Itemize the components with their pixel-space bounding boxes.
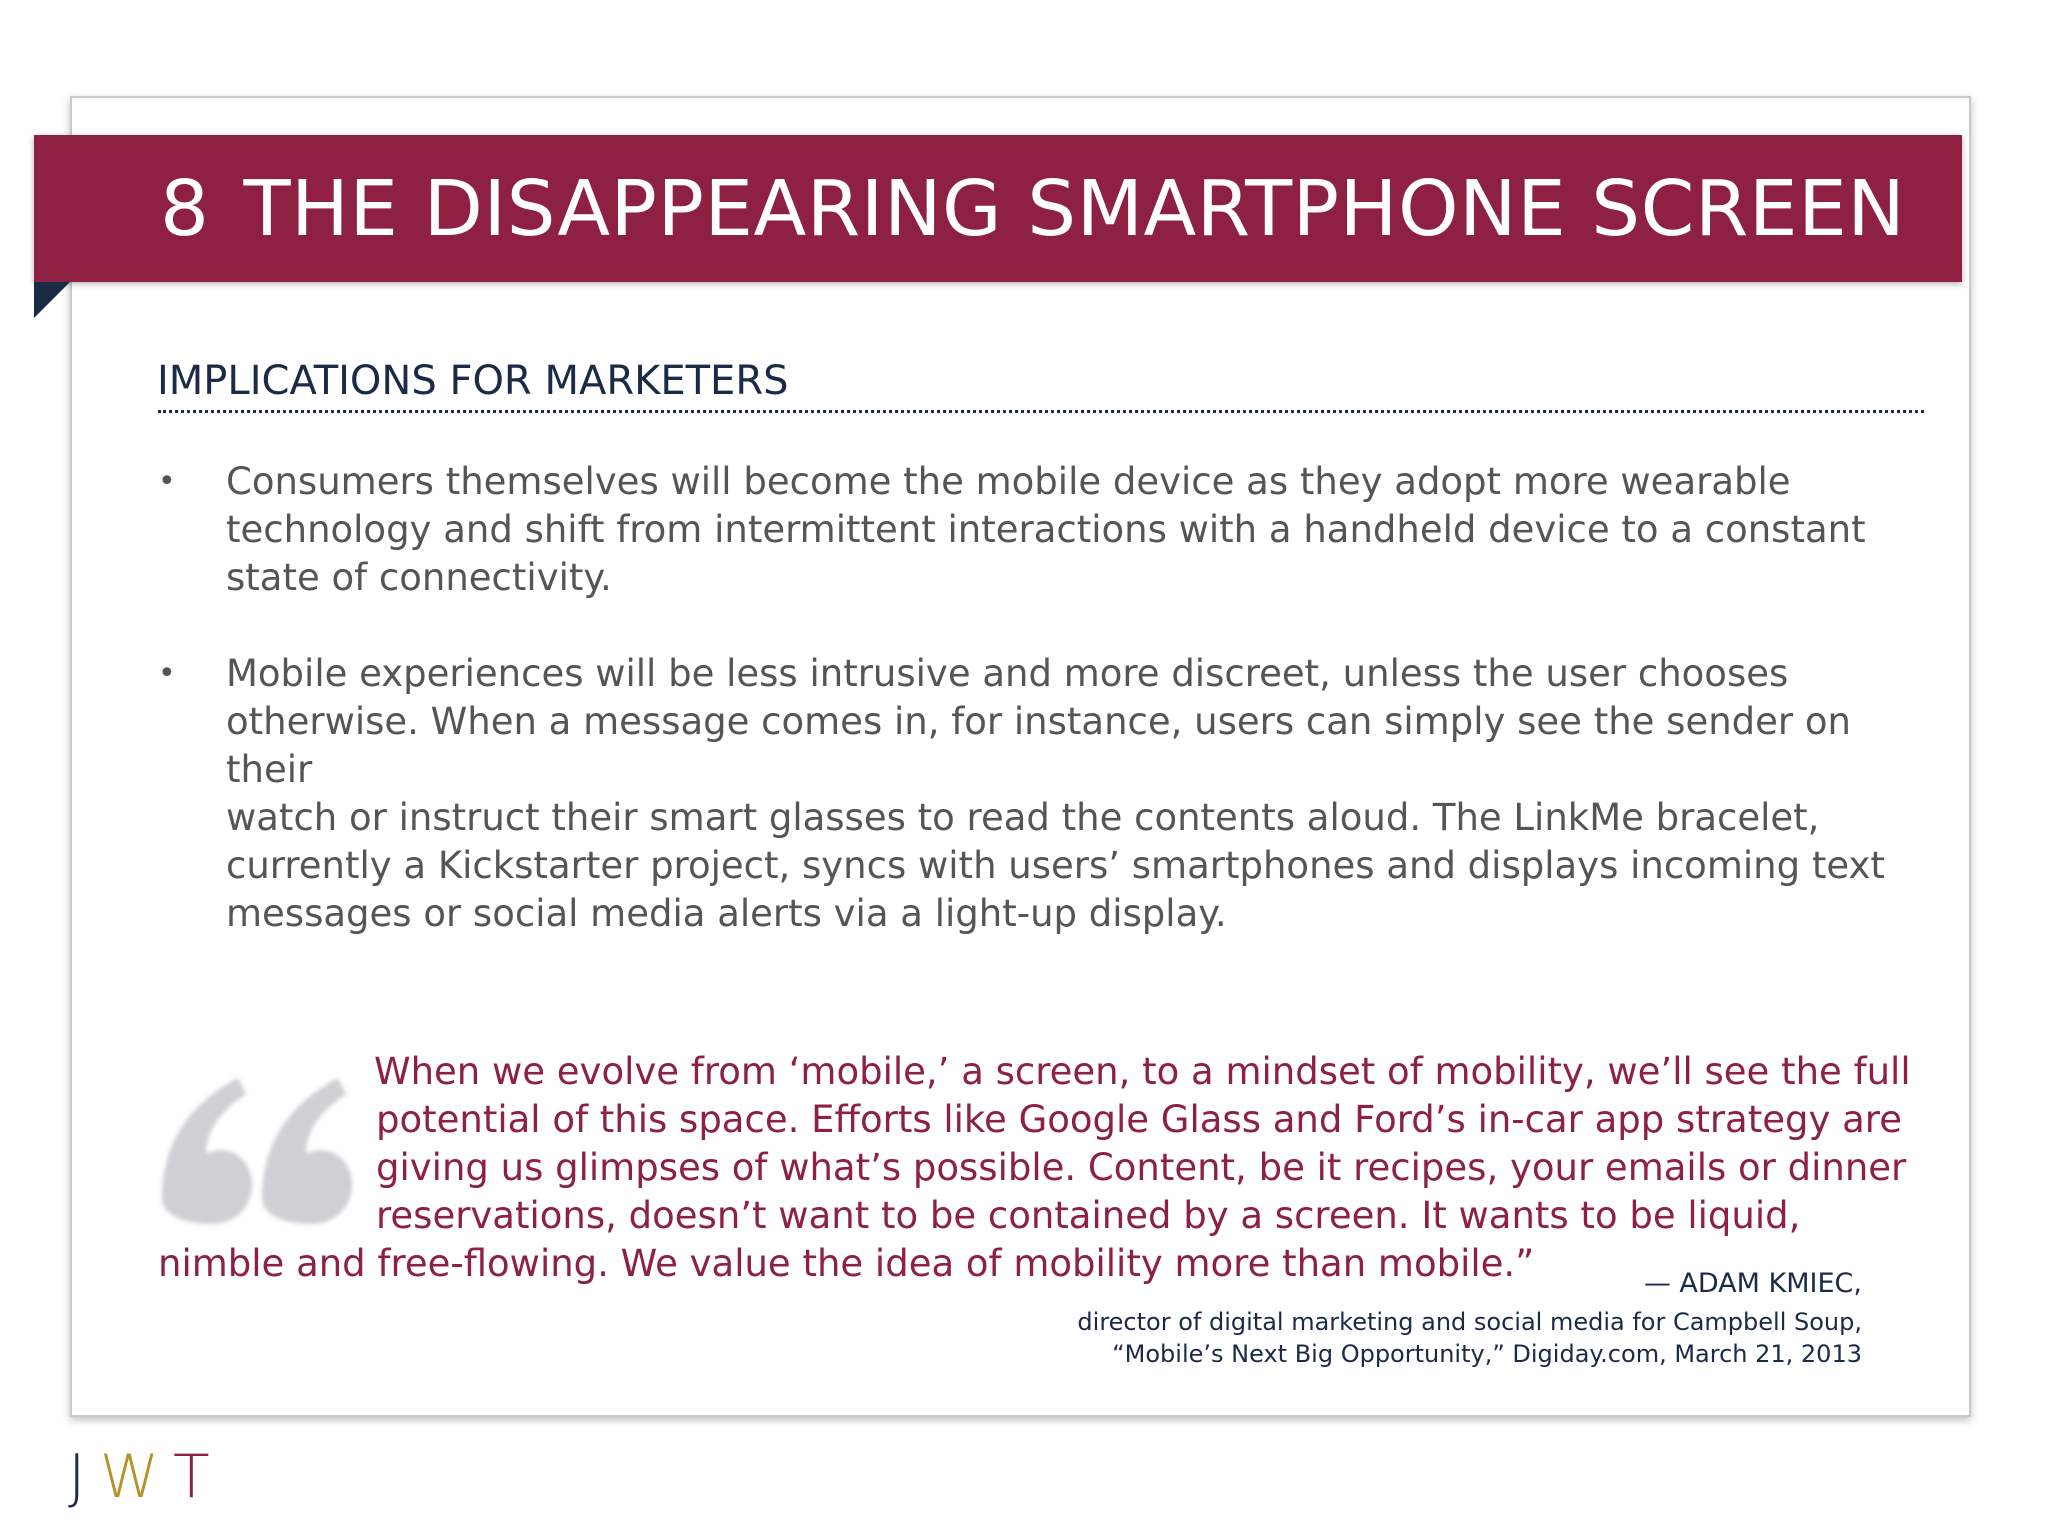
quote-line: nimble and free-flowing. We value the idea of mobility more than mobile.”: [158, 1242, 1535, 1285]
bullet-list: [158, 458, 1938, 986]
list-item: [158, 458, 1938, 602]
quote-line: reservations, doesn’t want to be contained by a screen. It wants to be liquid,: [376, 1194, 1801, 1237]
slide-number: 8: [160, 165, 210, 254]
slide-title-text: THE DISAPPEARING SMARTPHONE SCREEN: [243, 165, 1906, 254]
quote-author: — ADAM KMIEC,: [1643, 1268, 1862, 1299]
banner-fold: [34, 282, 106, 318]
bullet-icon: •: [158, 464, 176, 499]
list-item: [158, 650, 1938, 938]
bullet-line: otherwise. When a message comes in, for instance, users can simply see the sender on their: [226, 700, 1851, 791]
quote-line: potential of this space. Efforts like Google Glass and Ford’s in-car app strategy are: [376, 1098, 1902, 1141]
quote-line: When we evolve from ‘mobile,’ a screen, to a mindset of mobility, we’ll see the full: [374, 1050, 1911, 1093]
bullet-line: technology and shift from intermittent interactions with a handheld device to a constant: [226, 508, 1866, 551]
bullet-line: currently a Kickstarter project, syncs with users’ smartphones and displays incoming text: [226, 844, 1885, 887]
section-heading: IMPLICATIONS FOR MARKETERS: [157, 358, 789, 404]
bullet-line: Consumers themselves will become the mobile device as they adopt more wearable: [226, 460, 1791, 503]
bullet-line: messages or social media alerts via a light-up display.: [226, 892, 1227, 935]
logo-letter: W: [99, 1442, 174, 1512]
bullet-line: state of connectivity.: [226, 556, 612, 599]
slide-title: [160, 160, 1940, 260]
jwt-logo: [68, 1442, 224, 1512]
pull-quote: [158, 1048, 1918, 1288]
logo-letter: T: [173, 1442, 224, 1512]
quote-source: “Mobile’s Next Big Opportunity,” Digiday.com, March 21, 2013: [1112, 1340, 1862, 1368]
quote-line: giving us glimpses of what’s possible. Content, be it recipes, your emails or dinner: [376, 1146, 1907, 1189]
bullet-line: Mobile experiences will be less intrusive and more discreet, unless the user chooses: [226, 652, 1789, 695]
bullet-icon: •: [158, 656, 176, 691]
quote-author-role: director of digital marketing and social media for Campbell Soup,: [1077, 1308, 1862, 1336]
logo-letter: J: [68, 1442, 100, 1512]
bullet-line: watch or instruct their smart glasses to read the contents aloud. The LinkMe bracelet,: [226, 796, 1820, 839]
dotted-divider: [158, 410, 1924, 413]
